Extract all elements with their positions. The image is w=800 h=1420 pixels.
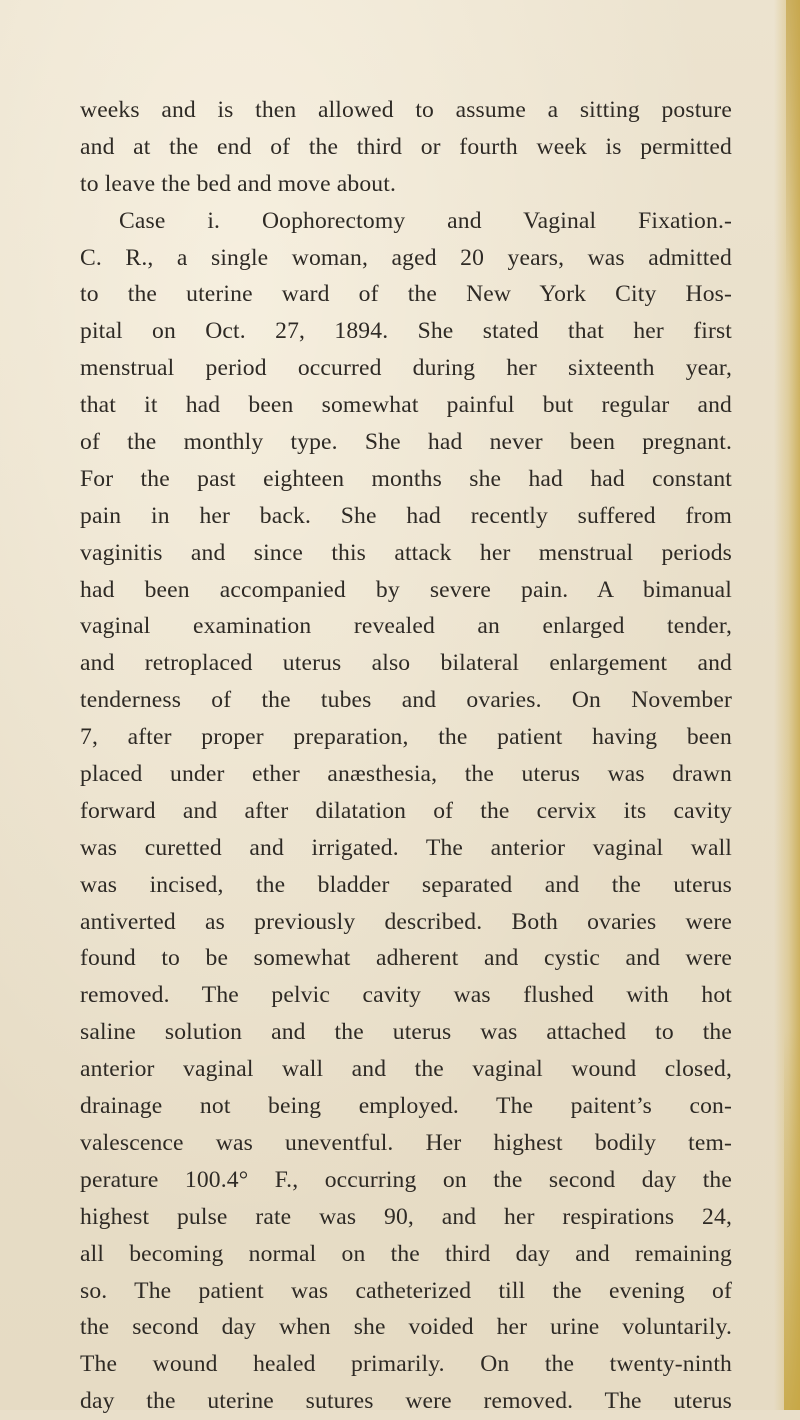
text-line: C. R., a single woman, aged 20 years, was admitted — [80, 244, 732, 271]
text-line: had been accompanied by severe pain. A bimanual — [80, 576, 732, 603]
text-line: to leave the bed and move about. — [80, 170, 396, 197]
text-line: all becoming normal on the third day and remaining — [80, 1240, 732, 1267]
text-line: The wound healed primarily. On the twenty-ninth — [80, 1351, 732, 1378]
text-line: placed under ether anæsthesia, the uterus was drawn — [80, 761, 732, 788]
text-line: antiverted as previously described. Both ovaries were — [80, 908, 732, 935]
text-line: and retroplaced uterus also bilateral enlargement and — [80, 650, 732, 677]
text-line: that it had been somewhat painful but regular and — [80, 392, 732, 419]
page-edge-stain-bottom — [784, 1030, 800, 1410]
text-line: tenderness of the tubes and ovaries. On November — [80, 687, 732, 714]
text-line: valescence was uneventful. Her highest bodily tem- — [80, 1129, 732, 1156]
text-line: vaginitis and since this attack her menstrual periods — [80, 539, 732, 566]
text-line: 7, after proper preparation, the patient having been — [80, 724, 732, 751]
text-line: For the past eighteen months she had had constant — [80, 465, 732, 492]
text-line: to the uterine ward of the New York City Hos- — [80, 281, 732, 308]
text-line: menstrual period occurred during her sixteenth year, — [80, 355, 732, 382]
text-line: forward and after dilatation of the cervix its cavity — [80, 797, 732, 824]
page-edge-stain-top — [786, 0, 800, 300]
text-line: and at the end of the third or fourth week is permitted — [80, 133, 732, 160]
text-line: was incised, the bladder separated and the uterus — [80, 871, 732, 898]
text-line: perature 100.4° F., occurring on the second day the — [80, 1166, 732, 1193]
text-line: weeks and is then allowed to assume a sitting posture — [80, 97, 732, 123]
text-line: saline solution and the uterus was attached to the — [80, 1019, 732, 1046]
text-line: pital on Oct. 27, 1894. She stated that her first — [80, 318, 732, 345]
text-line: was curetted and irrigated. The anterior vaginal wall — [80, 834, 732, 861]
text-line: vaginal examination revealed an enlarged tender, — [80, 613, 732, 640]
text-line: anterior vaginal wall and the vaginal wound closed, — [80, 1056, 732, 1083]
text-line: so. The patient was catheterized till the evening of — [80, 1277, 732, 1304]
text-line: pain in her back. She had recently suffered from — [80, 502, 732, 529]
text-line: drainage not being employed. The paitent’s con- — [80, 1093, 732, 1120]
text-line: of the monthly type. She had never been pregnant. — [80, 429, 732, 456]
text-line: removed. The pelvic cavity was flushed with hot — [80, 982, 732, 1009]
text-line: the second day when she voided her urine voluntarily. — [80, 1314, 732, 1341]
case-heading-line: Case i. Oophorectomy and Vaginal Fixation.- — [119, 207, 732, 234]
text-line: day the uterine sutures were removed. The uterus — [80, 1388, 732, 1415]
text-line: found to be somewhat adherent and cystic and were — [80, 945, 732, 972]
text-line: highest pulse rate was 90, and her respirations 24, — [80, 1203, 732, 1230]
body-text — [80, 92, 732, 1420]
